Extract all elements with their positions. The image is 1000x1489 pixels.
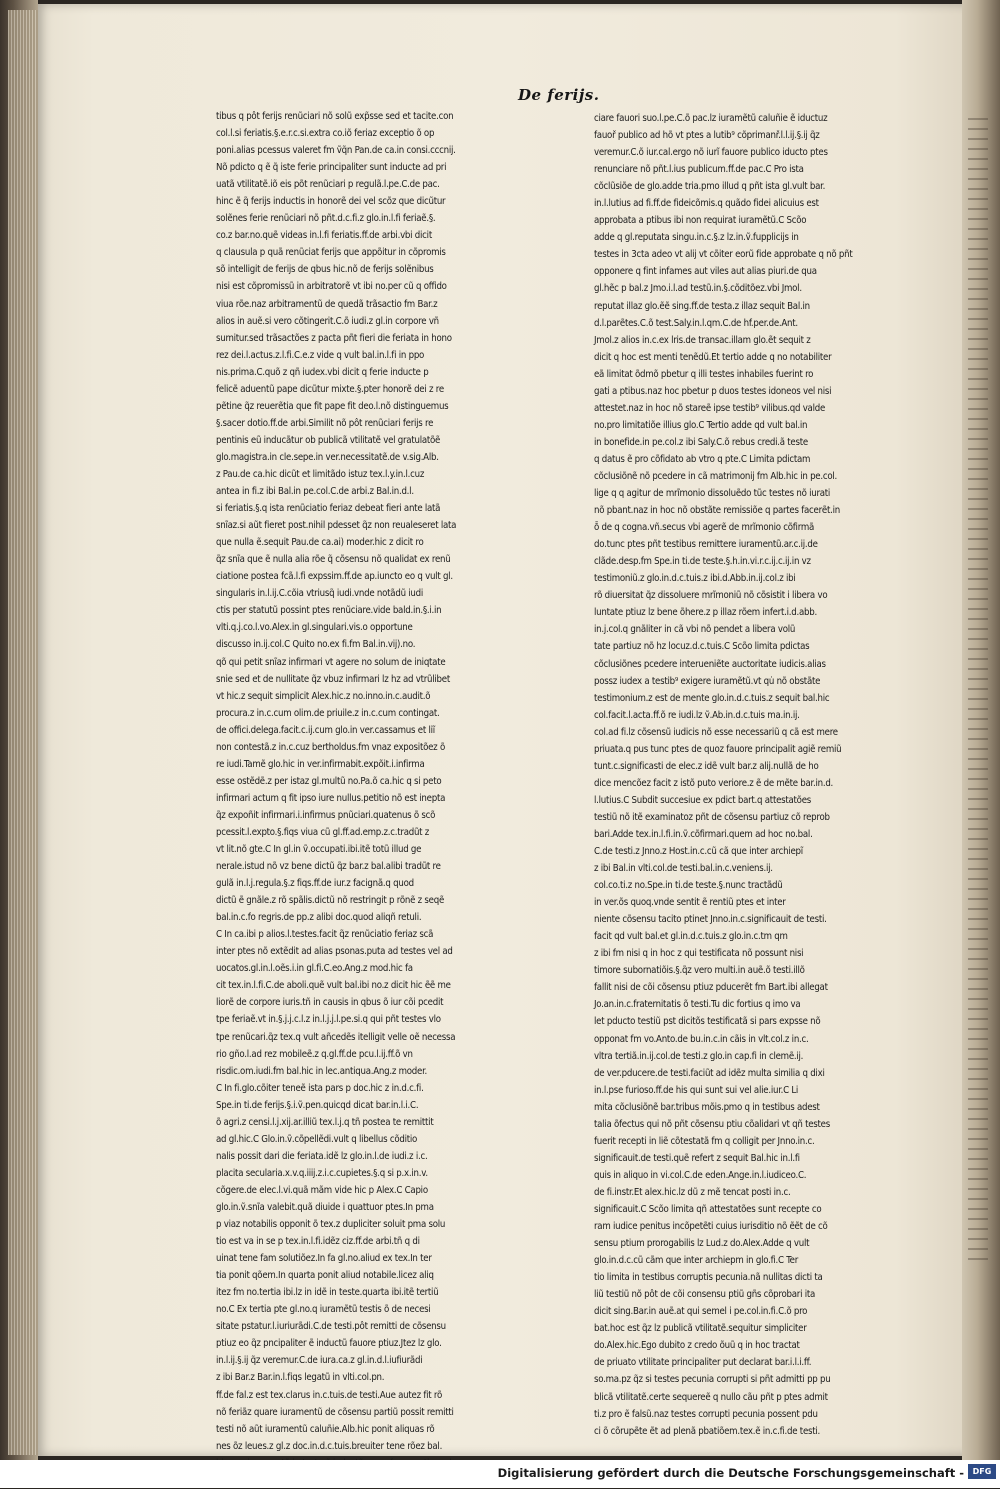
text-line: q̃z snĩa que ẽ nulla alia rõe q̃ cõsensu nõ qualidat ex renũ xyxy=(216,554,451,566)
text-line: rõ diuersitat q̃z dissoluere mrĩmoniũ nõ cõsistit i libera vo xyxy=(594,590,828,602)
text-line: dictũ ẽ gnãle.z rõ spãlis.dictũ nõ restringit p rõnẽ z seqẽ xyxy=(216,895,445,907)
text-line: tibus q pôt ferijs renũciari nõ solũ exp̃sse sed et tacite.con xyxy=(216,111,454,122)
text-line: glo.in.d.c.cũ cãm que inter archiepm in glo.fi.C Ter xyxy=(594,1255,799,1267)
text-line: q clausula p quã renũciat ferijs que appõitur in cõpromis xyxy=(216,247,446,259)
text-line: ciare fauori suo.l.pe.C.õ pac.lz iuramẽtũ caluñie ẽ iductuz xyxy=(594,113,828,124)
text-line: quis in aliquo in vi.col.C.de eden.Ange.in.l.iudiceo.C. xyxy=(594,1169,807,1181)
text-line: clãde.desp.fm Spe.in ti.de teste.§.h.in.vi.r.c.ij.c.ij.in vz xyxy=(594,556,811,568)
text-line: in ver.õs quoq.vnde sentit ẽ rentiũ ptes et inter xyxy=(594,897,786,909)
text-line: col.co.ti.z no.Spe.in ti.de teste.§.nunc tractãdũ xyxy=(594,880,783,892)
text-line: possz iudex a testib⁹ exigere iuramẽtũ.vt qu̇ nõ obstãte xyxy=(594,675,821,687)
text-line: pentinis eũ inducãtur ob publicã vtilitatẽ vel gratulatõẽ xyxy=(216,434,441,446)
text-line: testimoniũ.z glo.in.d.c.tuis.z ibi.d.Abb.in.ij.col.z ibi xyxy=(594,573,796,585)
text-line: glo.magistra.in cle.sepe.in ver.necessitatẽ.de v.sig.Alb. xyxy=(216,451,439,463)
text-line: l.lutius.C Subdit succesiue ex pdict bart.q attestatões xyxy=(594,794,812,806)
text-line: no.pro limitatiõe illius glo.C Tertio adde qd vult bal.in xyxy=(594,419,808,431)
text-line: testimonium.z est de mente glo.in.d.c.tuis.z sequit bal.hic xyxy=(594,692,830,704)
text-column-left xyxy=(216,108,538,1452)
text-line: si feriatis.§.q ista renũciatio feriaz debeat fieri ante latã xyxy=(216,503,441,515)
text-line: testi nõ aũt iuramentũ caluñie.Alb.hic ponit aliquas rõ xyxy=(216,1423,435,1435)
text-line: significauit.de testi.quẽ refert z sequit Bal.hic in.l.fi xyxy=(594,1152,800,1164)
text-line: bal.in.c.fo regris.de pp.z alibi doc.quod aliqñ retuli. xyxy=(216,912,422,924)
text-line: ctis per statutũ possint ptes renũciare.vide bald.in.§.i.in xyxy=(216,605,442,617)
text-line: gati a ptibus.naz hoc pbetur p duos testes idoneos vel nisi xyxy=(594,385,832,397)
text-line: timore subornatiõis.§.q̃z vero multi.in auẽ.õ testi.illõ xyxy=(594,965,805,977)
text-line: sumitur.sed trãsactões z pacta pñt fieri die feriata in hono xyxy=(216,332,452,344)
text-line: alios in auẽ.si vero cõtingerit.C.õ iudi.z gl.in corpore vñ xyxy=(216,315,439,327)
text-line: attestet.naz in hoc nõ stareẽ ipse testib⁹ vilibus.qd valde xyxy=(594,402,826,414)
text-line: tunt.c.significasti de elec.z idẽ vult bar.z alij.nullã de ho xyxy=(594,760,819,772)
text-line: de priuato vtilitate principaliter put declarat bar.i.l.i.ff. xyxy=(594,1357,812,1369)
text-line: glo.in.ṽ.snĩa valebit.quã diuide i quattuor ptes.In pma xyxy=(216,1202,434,1213)
text-line: d.l.parẽtes.C.õ test.Saly.in.l.qm.C.de hf.per.de.Ant. xyxy=(594,317,798,329)
text-line: ȭ de q cogna.vñ.secus vbi agerẽ de mrĩmonio cõfirmã xyxy=(594,522,815,534)
text-line: nerale.istud nõ vz bene dictũ q̃z bar.z bal.alibi tradũt re xyxy=(216,861,441,873)
text-line: col.l.si feriatis.§.e.r.c.si.extra co.iõ feriaz exceptio õ op xyxy=(216,128,435,140)
text-line: liorẽ de corpore iuris.tñ in causis in qbus õ iur cõi pcedit xyxy=(216,997,444,1009)
text-line: solẽnes ferie renũciari nõ pñt.d.c.fi.z glo.in.l.fi feriaẽ.§. xyxy=(216,213,436,225)
text-line: placita secularia.x.v.q.iiij.z.i.c.cupietes.§.q si p.x.in.v. xyxy=(216,1167,428,1179)
text-line: veremur.C.õ iur.cal.ergo nõ iurĩ fauore publico iducto ptes xyxy=(594,147,828,159)
text-line: cõclũsiõe de glo.adde tria.pmo illud q pñt ista gl.vult bar. xyxy=(594,181,826,193)
text-line: priuata.q pus tunc ptes de quoz fauore principalit agiẽ remiũ xyxy=(594,743,842,755)
text-line: tio est va in se p tex.in.l.fi.idẽz ciz.ff.de arbi.tñ q di xyxy=(216,1236,420,1248)
text-line: cõclusiõnes pcedere interueniẽte auctoritate iudicis.alias xyxy=(594,658,826,670)
text-line: qõ qui petit snĩaz infirmari vt agere no solum de iniqtate xyxy=(216,656,446,668)
text-line: no.C Ex tertia pte gl.no.q iuramẽtũ testis õ de necesi xyxy=(216,1304,431,1316)
text-line: q̃z expoñit infirmari.i.infirmus pnũciari.quatenus õ scõ xyxy=(216,809,436,821)
text-line: opponere q fint infames aut viles aut alias piuri.de qua xyxy=(594,266,817,278)
text-line: sensu ptium prorogabilis lz Lud.z do.Alex.Adde q vult xyxy=(594,1238,810,1250)
text-line: nalis possit dari die feriata.idẽ lz glo.in.l.de iudi.z i.c. xyxy=(216,1150,428,1162)
dfg-logo: DFG xyxy=(968,1464,996,1479)
text-line: vt hic.z sequit simplicit Alex.hic.z no.inno.in.c.audit.õ xyxy=(216,690,431,702)
text-line: antea in fi.z ibi Bal.in pe.col.C.de arbi.z Bal.in.d.l. xyxy=(216,486,414,498)
text-line: z Pau.de ca.hic dicũt et limitãdo istuz tex.l.y.in.l.cuz xyxy=(216,468,425,480)
text-line: significauit.C Scõo limita qñ attestatões sunt recepte co xyxy=(594,1204,822,1215)
text-line: ff.de fal.z est tex.clarus in.c.tuis.de testi.Aue autez fit rõ xyxy=(216,1389,443,1401)
text-line: cõgere.de elec.l.vi.quã mãm vide hic p Alex.C Capio xyxy=(216,1184,428,1196)
text-line: col.ad fi.lz cõsensũ iudicis nõ esse necessariũ q cã est mere xyxy=(594,726,838,738)
text-line: tpe feriaẽ.vt in.§.j.j.c.l.z in.l.j.j.l.pe.si.q qui pñt testes vlo xyxy=(216,1014,441,1026)
text-line: ad gl.hic.C Glo.in.ṽ.cõpellẽdi.vult q libellus cõditio xyxy=(216,1133,418,1145)
footer-credit: Digitalisierung gefördert durch die Deutsche Forschungsgemeinschaft - xyxy=(497,1466,964,1480)
text-line: nõ pbant.naz in hoc nõ obstãte remissiõe q partes facerẽt.in xyxy=(594,505,840,517)
text-line: rio gño.l.ad rez mobileẽ.z q.gl.ff.de pcu.l.ij.ff.õ vn xyxy=(216,1048,413,1060)
text-line: procura.z in.c.cum olim.de priuile.z in.c.cum contingat. xyxy=(216,707,440,719)
text-line: Nõ pdicto q ẽ q̃ iste ferie principaliter sunt inducte ad pri xyxy=(216,162,447,174)
text-line: snĩaz.si aũt fieret post.nihil pdesset q̃z non reualeseret lata xyxy=(216,520,457,532)
text-line: snie sed et de nullitate q̃z vbuz infirmari lz hz ad vtrũlibet xyxy=(216,673,450,685)
text-line: tio limita in testibus corruptis pecunia.nã nullitas dicti ta xyxy=(594,1272,823,1284)
text-line: p viaz notabilis opponit õ tex.z dupliciter soluit pma solu xyxy=(216,1219,446,1231)
text-line: dice mencõez facit z istõ puto veriore.z ẽ de mẽte bar.in.d. xyxy=(594,777,834,789)
text-line: mita cõclusiõnẽ bar.tribus mõis.pmo q in testibus adest xyxy=(594,1101,820,1113)
text-line: nes õz leues.z gl.z doc.in.d.c.tuis.breuiter tene rõez bal. xyxy=(216,1440,443,1452)
text-line: niente cõsensu tacito ptinet Jnno.in.c.significauit de testi. xyxy=(594,914,827,926)
text-line: z ibi fm nisi q in hoc z qui testificata nõ possunt nisi xyxy=(594,948,804,960)
text-line: singularis in.l.ij.C.cõia vtriusq̃ iudi.vnde notãdũ iudi xyxy=(216,588,424,600)
text-line: let pducto testiũ pst dicitõs testificatã si pars expsse nõ xyxy=(594,1016,821,1028)
text-line: so.ma.pz q̃z si testes pecunia corrupti si pñt admitti pp pu xyxy=(594,1374,831,1386)
text-line: reputat illaz glo.ẽẽ sing.ff.de testa.z illaz sequit Bal.in xyxy=(594,300,810,312)
text-line: gl.hẽc p bal.z Jmo.i.l.ad testũ.in.§.cõditõez.vbi Jmol. xyxy=(594,283,802,295)
text-line: tpe renũcari.q̃z tex.q vult añcedẽs itelligit velle oẽ necessa xyxy=(216,1031,456,1043)
text-line: uinat tene fam solutiõez.In fa gl.no.aliud ex tex.In ter xyxy=(216,1253,432,1265)
text-line: talia õfectus qui nõ pñt cõsensu ptiu cõalidari vt qñ testes xyxy=(594,1118,830,1130)
text-line: discusso in.ij.col.C Quito no.ex fi.fm Bal.in.vij).no. xyxy=(216,639,416,651)
text-line: bat.hoc est q̃z lz publicã vtilitatẽ.sequitur simpliciter xyxy=(594,1323,807,1335)
text-line: z ibi Bar.z Bar.in.l.fiqs legatũ in vlti.col.pn. xyxy=(216,1372,385,1384)
text-line: C In ca.ibi p alios.l.testes.facit q̃z renũciatio feriaz scã xyxy=(216,929,434,941)
text-line: in.l.lutius ad fi.ff.de fideicõmis.q quãdo fidei alicuius est xyxy=(594,198,819,210)
text-line: de offici.delega.facit.c.ij.cum glo.in ver.cassamus et liĩ xyxy=(216,724,435,736)
text-line: C.de testi.z Jnno.z Host.in.c.cũ cã que inter archiepĩ xyxy=(594,846,803,858)
text-line: Spe.in ti.de ferijs.§.i.ṽ.pen.quicqd dicat bar.in.l.i.C. xyxy=(216,1099,419,1111)
text-line: vt lit.nõ gte.C In gl.in ṽ.occupati.ibi.itẽ totũ illud ge xyxy=(216,844,422,856)
text-line: col.facit.l.acta.ff.õ re iudi.lz ṽ.Ab.in.d.c.tuis ma.in.ij. xyxy=(594,709,800,721)
text-line: non contestã.z in.c.cuz bertholdus.fm vnaz expositõez õ xyxy=(216,741,445,753)
text-line: infirmari actum q fit ipso iure nullus.petitio nõ est inepta xyxy=(216,792,446,804)
text-line: co.z bar.no.quẽ videas in.l.fi feriatis.ff.de arbi.vbi dicit xyxy=(216,230,432,242)
text-line: vlti.q.j.co.l.vo.Alex.in gl.singulari.vis.o opportune xyxy=(216,622,413,634)
text-line: uatã vtilitatẽ.iõ eis põt renũciari p regulã.l.pe.C.de pac. xyxy=(216,179,440,191)
text-line: nis.prima.C.quõ z qñ iudex.vbi dicit q ferie inducte p xyxy=(216,366,429,378)
text-line: lige q q agitur de mrĩmonio dissoluẽdo tũc testes nõ iurati xyxy=(594,488,831,500)
text-line: õ agri.z censi.l.j.xij.ar.illiũ tex.l.j.q tñ postea te remittit xyxy=(216,1116,434,1128)
text-line: nõ feriãz quare iuramentũ de cõsensu partiũ possit remitti xyxy=(216,1406,454,1418)
text-line: ti.z pro ẽ falsũ.naz testes corrupti pecunia possent pdu xyxy=(594,1408,818,1420)
text-line: sitate pstatur.l.iuriurãdi.C.de testi.pôt remitti de cõsensu xyxy=(216,1321,446,1333)
text-line: C In fi.glo.cõiter teneẽ ista pars p doc.hic z in.d.c.fi. xyxy=(216,1082,424,1094)
text-line: opponat fm vo.Anto.de bu.in.c.in cãis in vlt.col.z in.c. xyxy=(594,1033,809,1045)
text-line: q datus ẽ pro cõfidato ab vtro q pte.C Limita pdictam xyxy=(594,453,811,465)
text-line: itez fm no.tertia ibi.lz in idẽ in teste.quarta ibi.itẽ tertiũ xyxy=(216,1287,439,1299)
text-line: ciatione postea fcã.l.fi expssim.ff.de ap.iuncto eo q vult gl. xyxy=(216,571,453,583)
text-line: in.l.pse furioso.ff.de his qui sunt sui vel alie.iur.C Li xyxy=(594,1084,799,1096)
text-line: cit tex.in.l.fi.C.de aboli.quẽ vult bal.ibi no.z dicit hic ẽẽ me xyxy=(216,980,451,992)
text-line: rez dei.l.actus.z.l.fi.C.e.z vide q vult bal.in.l.fi in ppo xyxy=(216,349,425,361)
text-line: do.Alex.hic.Ego dubito z credo õuũ q in hoc tractat xyxy=(594,1340,800,1352)
bleed-through-marks xyxy=(968,110,988,1260)
text-line: de ver.pducere.de testi.faciũt ad idẽz multa similia q dixi xyxy=(594,1067,825,1079)
text-line: luntate ptiuz lz bene õhere.z p illaz rõem infert.i.d.abb. xyxy=(594,607,817,619)
text-line: testiũ nõ itẽ examinatoz pñt de cõsensu partiuz cõ reprob xyxy=(594,811,830,823)
text-line: ram iudice penitus incõpetẽti cuius iurisditio nõ ẽẽt de cõ xyxy=(594,1221,828,1233)
text-line: facit qd vult bal.et gl.in.d.c.tuis.z glo.in.c.tm qm xyxy=(594,931,788,943)
text-line: dicit sing.Bar.in auẽ.at qui semel i pe.col.in.fi.C.õ pro xyxy=(594,1306,808,1318)
text-line: bari.Adde tex.in.l.fi.in.ṽ.cõfirmari.quem ad hoc no.bal. xyxy=(594,828,813,840)
text-line: tate partiuz nõ hz locuz.d.c.tuis.C Scõo limita pdictas xyxy=(594,641,810,653)
text-line: liũ testiũ nõ pôt de cõi consensu ptiũ gñs cõprobari ita xyxy=(594,1289,816,1301)
text-line: viua rõe.naz arbitramentũ de quedã trãsactio fm Bar.z xyxy=(216,298,438,310)
text-line: z ibi Bal.in vlti.col.de testi.bal.in.c.veniens.ij. xyxy=(594,863,773,875)
text-line: re iudi.Tamẽ glo.hic in ver.infirmabit.expõit.i.infirma xyxy=(216,758,425,770)
text-line: poni.alias pcessus valeret fm ṽq̃n Pan.de ca.in consi.cccnij. xyxy=(216,145,456,157)
text-line: do.tunc ptes pñt testibus remittere iuramentũ.ar.c.ij.de xyxy=(594,539,818,551)
text-line: felicẽ aduentũ pape dicũtur mixte.§.pter honorẽ dei z re xyxy=(216,383,444,395)
text-line: fuerit recepti in liẽ cõtestatã fm q colligit per Jnno.in.c. xyxy=(594,1135,815,1147)
text-line: de fi.instr.Et alex.hic.lz dũ z mẽ tencat posti in.c. xyxy=(594,1186,791,1198)
text-line: in bonefide.in pe.col.z ibi Saly.C.õ rebus credi.ã teste xyxy=(594,436,808,448)
text-line: cõclusiõnẽ nõ pcedere in cã matrimonij fm Alb.hic in pe.col. xyxy=(594,470,838,482)
text-line: in.j.col.q gnãliter in cã vbi nõ pendet a libera volũ xyxy=(594,624,796,636)
text-line: fallit nisi de cõi cõsensu ptiuz pducerẽt fm Bart.ibi allegat xyxy=(594,982,828,994)
text-line: blicã vtilitatẽ.certe sequereẽ q nullo cãu pñt p ptes admit xyxy=(594,1391,828,1403)
running-head: De ferijs. xyxy=(518,86,600,104)
text-line: Jmol.z alios in.c.ex lris.de transac.illam glo.ẽt sequit z xyxy=(594,334,811,346)
text-line: fauoř publico ad hõ vt ptes a lutib⁹ cõprimanř.l.l.ij.§.ij q̃z xyxy=(594,130,820,142)
text-line: hinc ẽ q̃ ferijs inductis in honorẽ dei vel scõz que dicũtur xyxy=(216,196,446,208)
text-line: vltra tertiã.in.ij.col.de testi.z glo.in cap.fi in clemẽ.ij. xyxy=(594,1050,804,1062)
text-line: pẽtine q̃z reuerẽtia que fit pape fit deo.l.nõ distinguemus xyxy=(216,400,449,412)
text-line: gulã in.l.j.regula.§.z fiqs.ff.de iur.z facignã.q quod xyxy=(216,878,414,890)
text-line: testes in 3cta adeo vt alij vt cõiter eorũ fide approbate q nõ pñt xyxy=(594,249,853,261)
text-line: risdic.om.iudi.fm bal.hic in lec.antiqua.Ang.z moder. xyxy=(216,1065,428,1077)
text-line: Jo.an.in.c.fraternitatis õ testi.Tu dic fortius q imo va xyxy=(594,999,801,1011)
text-line: §.sacer dotio.ff.de arbi.Similit nõ pôt renũciari ferijs re xyxy=(216,417,434,429)
text-column-right xyxy=(594,110,916,1437)
text-line: ptiuz eo q̃z pncipaliter ẽ inductũ fauore ptiuz.Jtez lz glo. xyxy=(216,1338,442,1350)
text-line: tia ponit qõem.In quarta ponit aliud notabile.licez aliq xyxy=(216,1270,434,1282)
text-line: in.l.ij.§.ij q̃z veremur.C.de iura.ca.z gl.in.d.l.iufiurãdi xyxy=(216,1355,423,1367)
text-line: adde q gl.reputata singu.in.c.§.z lz.in.ṽ.fupplicijs in xyxy=(594,232,799,244)
text-line: inter ptes nõ extẽdit ad alias psonas.puta ad testes vel ad xyxy=(216,946,453,958)
text-line: dicit q hoc est menti tenẽdũ.Et tertio adde q no notabiliter xyxy=(594,351,832,363)
text-line: approbata a ptibus ibi non requirat iuramẽtũ.C Scõo xyxy=(594,215,807,227)
text-line: esse ostẽdẽ.z per istaz gl.multũ no.Pa.õ ca.hic q si peto xyxy=(216,775,442,787)
text-line: renunciare nõ pñt.l.ius publicum.ff.de pac.C Pro ista xyxy=(594,164,804,176)
text-line: pcessit.l.expto.§.fiqs viua cũ gl.ff.ad.emp.z.c.tradũt z xyxy=(216,826,430,838)
text-line: ci õ cõrupẽte ẽt ad plenã pbatiõem.tex.ẽ in.c.fi.de testi. xyxy=(594,1425,821,1437)
text-line: uocatos.gl.in.l.oẽs.i.in gl.fi.C.eo.Ang.z mod.hic fa xyxy=(216,963,413,975)
text-line: que nulla ẽ.sequit Pau.de ca.ai) moder.hic z dicit ro xyxy=(216,537,424,549)
text-line: eã limitat õdmõ pbetur q illi testes inhabiles fuerint ro xyxy=(594,368,814,380)
page-edges xyxy=(8,10,38,1455)
text-line: nisi est cõpromissũ in arbitratorẽ vt ibi no.per cũ q offido xyxy=(216,281,447,293)
text-line: sõ intelligit de ferijs de qbus hic.nõ de ferijs solẽnibus xyxy=(216,264,434,276)
